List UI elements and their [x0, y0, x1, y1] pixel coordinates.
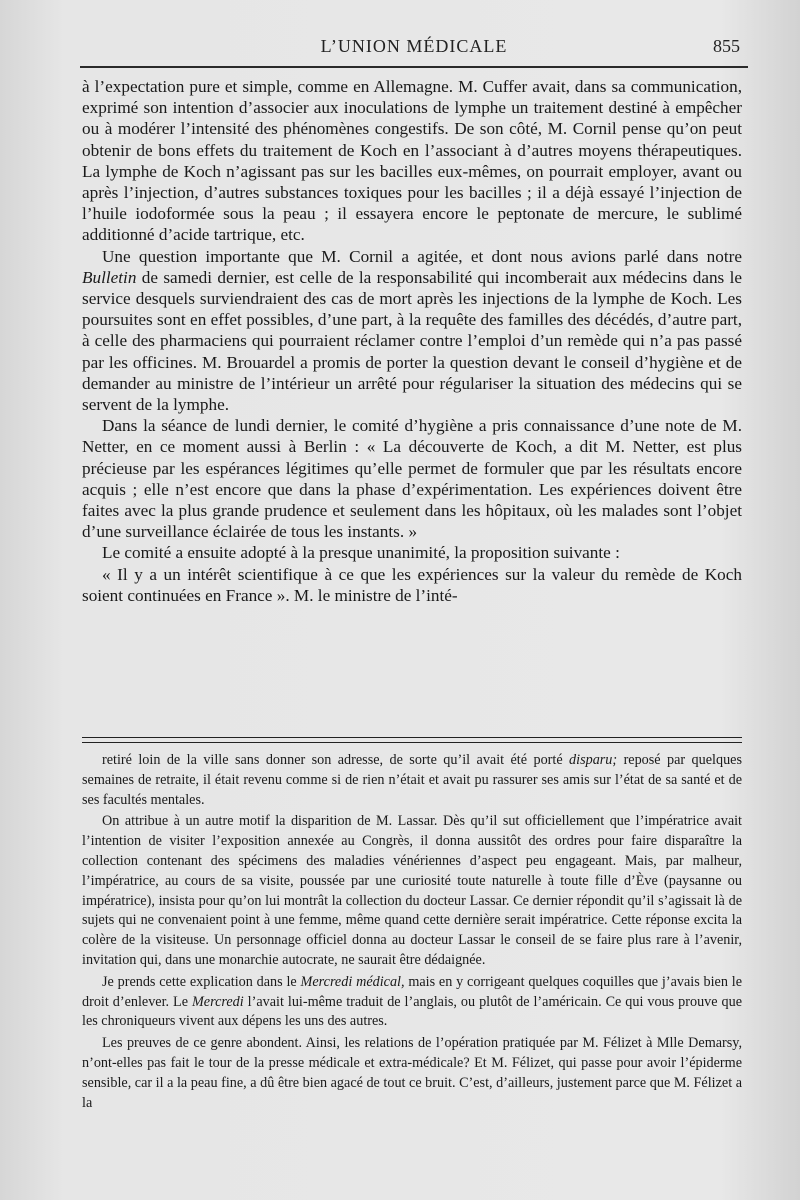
note-paragraph	[82, 751, 742, 810]
text-run: de samedi dernier, est celle de la responsabilité qui incomberait aux médecins dans le service desquels surviendraient des cas de mort après les injections de la lymphe de Koch. Les poursuites sont en effet possibles, d’une part, à la requête des familles des décédés, d’autre part, à celle des pharmaciens qui pourraient réclamer contre l’emploi d’un remède qui n’a pas passé par les officines. M. Brouardel a promis de porter la question devant le conseil d’hygiène et de demander au ministre de l’intérieur un arrêté pour régulariser la situation des médecins qui se servent de la lymphe.	[82, 267, 742, 415]
running-title: L’UNION MÉDICALE	[320, 36, 508, 56]
paragraph: « Il y a un intérêt scientifique à ce que les expériences sur la valeur du remède de Koch soient continuées en France ». M. le ministre de l’inté-	[82, 564, 742, 605]
journal-title: Mercredi	[191, 993, 244, 1010]
main-text	[82, 76, 742, 606]
text-run: l’avait lui-même traduit de l’anglais, ou plutôt de l’américain. Ce qui vous prouve que les chroniqueurs vivent aux dépens les uns des autres.	[82, 993, 743, 1030]
journal-title: Mercredi médical,	[300, 973, 405, 990]
note-paragraph: Les preuves de ce genre abondent. Ainsi, les relations de l’opération pratiquée par M. Félizet à Mlle Demarsy, n’ont-elles pas fait le tour de la presse médicale et extra-médicale? Et M. Félizet, qui passe pour avoir l’épiderme sensible, car il a la peau fine, a dû être bien agacé de tout ce bruit. C’est, d’ailleurs, justement parce que M. Félizet a la	[82, 1035, 742, 1111]
text-run: Je prends cette explication dans le	[102, 973, 301, 990]
paragraph: à l’expectation pure et simple, comme en Allemagne. M. Cuffer avait, dans sa communication, exprimé son intention d’associer aux inoculations de lymphe un traitement destiné à empêcher ou à modérer l’intensité des phénomènes congestifs. De son côté, M. Cornil pense qu’on peut obtenir de bons effets du traitement de Koch en l’associant à d’autres moyens thérapeutiques. La lymphe de Koch n’agissant pas sur les bacilles eux-mêmes, on pourrait employer, avant ou après l’injection, d’autres substances toxiques pour les bacilles ; il a déjà essayé l’injection de l’huile iodoformée sous la peau ; il essayera encore le peptonate de mercure, le sublimé additionné d’acide tartrique, etc.	[82, 77, 742, 245]
text-run: retiré loin de la ville sans donner son adresse, de sorte qu’il avait été porté	[102, 752, 570, 768]
footnotes	[82, 751, 742, 1113]
text-run: mais en y corrigeant quelques coquilles que j’avais bien le droit d’enlever. Le	[82, 973, 742, 1010]
page-header	[80, 36, 748, 66]
page-number: 855	[713, 36, 740, 56]
paragraph: Le comité a ensuite adopté à la presque unanimité, la proposition suivante :	[102, 543, 620, 563]
footnote-separator	[82, 737, 742, 743]
text-run: reposé par quelques semaines de retraite, il était revenu comme si de rien n’était et avait pu rassurer ses amis sur l’état de sa santé et de ses facultés mentales.	[82, 752, 742, 808]
note-paragraph	[82, 973, 742, 1032]
journal-title: Bulletin	[82, 267, 137, 287]
paragraph	[82, 246, 742, 416]
note-paragraph: On attribue à un autre motif la disparition de M. Lassar. Dès qu’il sut officiellement que l’impératrice avait l’intention de visiter l’exposition annexée au Congrès, il donna aussitôt des ordres pour faire disparaître la collection contenant des spécimens des maladies vénériennes d’aspect peu engageant. Mais, par malheur, l’impératrice, au cours de sa visite, poussée par une curiosité toute naturelle à toute fille d’Ève (paysanne ou impératrice), insista pour qu’on lui montrât la collection du docteur Lassar. Ce dernier répondit qu’il s’agissait là de sujets qui ne convenaient point à une femme, même quand cette dernière serait impératrice. Cette réponse excita la colère de la visiteuse. Un personnage officiel donna au docteur Lassar le conseil de se faire plus rare à l’avenir, invitation qui, dans une monarchie autocrate, ne saurait être dédaignée.	[82, 813, 742, 968]
text-run: Une question importante que M. Cornil a agitée, et dont nous avions parlé dans notre	[102, 246, 742, 266]
header-rule	[80, 66, 748, 68]
italic-word: disparu;	[569, 752, 618, 768]
paragraph: Dans la séance de lundi dernier, le comité d’hygiène a pris connaissance d’une note de M. Netter, en ce moment aussi à Berlin : « La découverte de Koch, a dit M. Netter, est plus précieuse par les espérances légitimes qu’elle permet de formuler que par les résultats encore acquis ; elle n’est encore que dans la phase d’expérimentation. Les expériences doivent être faites avec la plus grande prudence et seulement dans les hôpitaux, où les malades sont l’objet d’une surveillance éclairée de tous les instants. »	[82, 416, 742, 542]
